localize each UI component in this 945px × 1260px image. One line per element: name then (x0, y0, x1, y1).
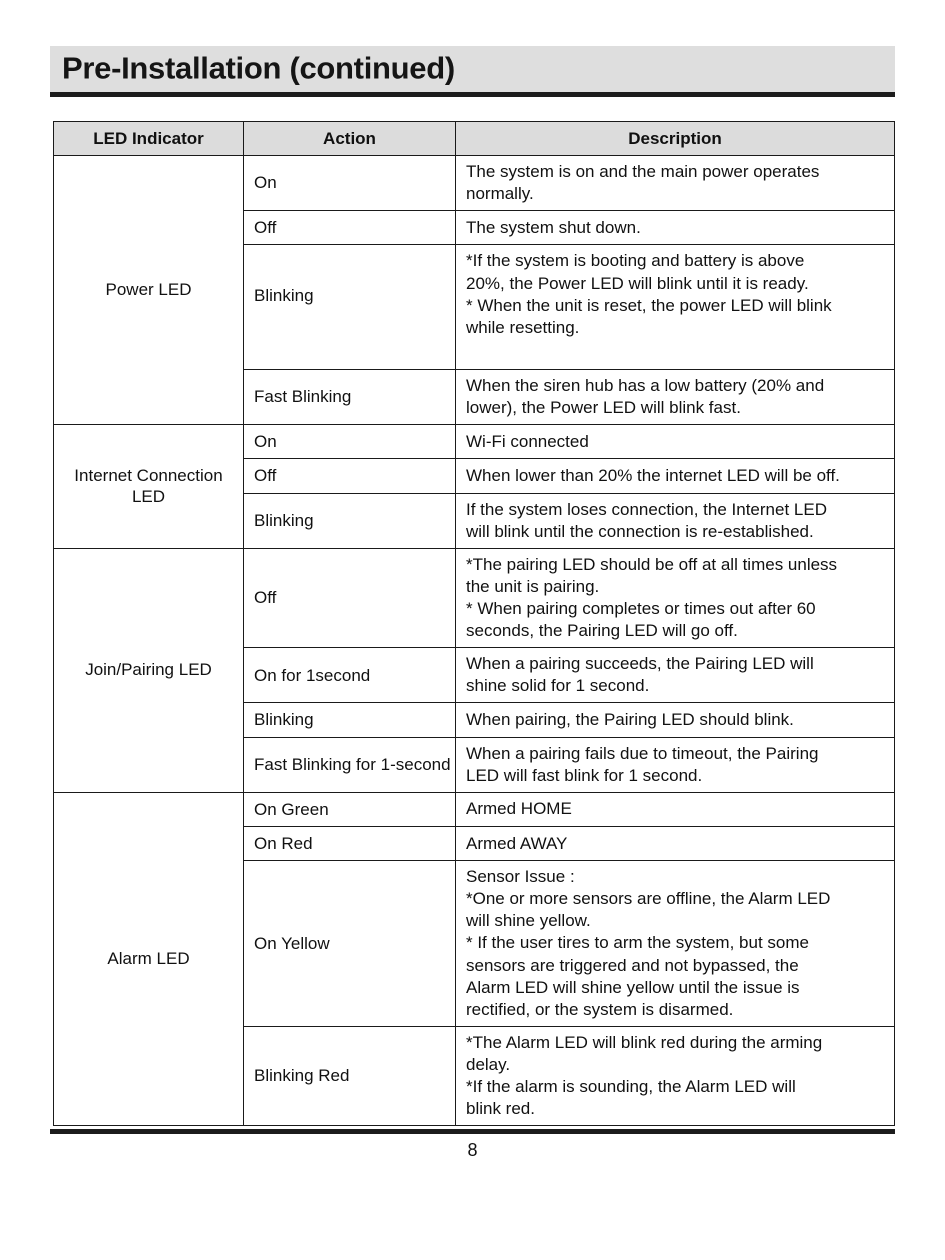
description-cell (456, 369, 895, 424)
description-line: Alarm LED will shine yellow until the issue is (466, 977, 800, 997)
action-label: On Green (244, 792, 456, 826)
action-label: Off (244, 211, 456, 245)
column-header-led-indicator: LED Indicator (54, 122, 244, 156)
description-cell (456, 493, 895, 548)
description-line: Wi-Fi connected (466, 431, 589, 451)
action-label: On for 1second (244, 648, 456, 703)
description-cell (456, 648, 895, 703)
description-line: delay. (466, 1054, 511, 1074)
description-cell (456, 211, 895, 245)
column-header-description: Description (456, 122, 895, 156)
table-row (54, 792, 895, 826)
description-line: will blink until the connection is re-established. (466, 521, 814, 541)
description-line: When a pairing succeeds, the Pairing LED will (466, 654, 814, 674)
description-line: Armed HOME (466, 799, 572, 819)
description-cell (456, 548, 895, 647)
footer-divider-rule (50, 1129, 895, 1134)
indicator-label-internet-connection-led (54, 425, 244, 549)
action-label: On (244, 425, 456, 459)
description-line: normally. (466, 184, 534, 204)
table-row (54, 156, 895, 211)
description-line: When a pairing fails due to timeout, the Pairing (466, 743, 819, 763)
action-label: Fast Blinking (244, 369, 456, 424)
action-label: Blinking (244, 703, 456, 737)
description-line: Sensor Issue : (466, 867, 575, 887)
description-line: *One or more sensors are offline, the Alarm LED (466, 889, 831, 909)
page-number: 8 (467, 1140, 478, 1160)
action-label: Off (244, 548, 456, 647)
action-label: Blinking Red (244, 1026, 456, 1125)
description-line: sensors are triggered and not bypassed, the (466, 955, 799, 975)
table-body (54, 156, 895, 1126)
page-title-banner (50, 46, 895, 92)
description-line: while resetting. (466, 317, 580, 337)
action-label-line: 1-second (380, 754, 451, 774)
description-cell (456, 425, 895, 459)
table-header-row (54, 122, 895, 156)
description-line: the unit is pairing. (466, 576, 600, 596)
page-title: Pre-Installation (continued) (62, 50, 455, 86)
description-cell (456, 826, 895, 860)
description-line: will shine yellow. (466, 911, 591, 931)
description-line: When lower than 20% the internet LED will be off. (466, 465, 840, 485)
indicator-label-power-led: Power LED (54, 156, 244, 425)
description-cell (456, 737, 895, 792)
description-cell (456, 245, 895, 369)
action-label (244, 737, 456, 792)
description-cell (456, 1026, 895, 1125)
description-line: seconds, the Pairing LED will go off. (466, 620, 738, 640)
description-line: blink red. (466, 1099, 535, 1119)
description-line: *If the alarm is sounding, the Alarm LED will (466, 1077, 796, 1097)
description-cell (456, 703, 895, 737)
action-label: Blinking (244, 245, 456, 369)
table-row (54, 425, 895, 459)
description-cell (456, 861, 895, 1027)
description-line: *The Alarm LED will blink red during the arming (466, 1032, 823, 1052)
action-label: Blinking (244, 493, 456, 548)
description-line: * If the user tires to arm the system, but some (466, 933, 809, 953)
description-line: The system shut down. (466, 217, 641, 237)
description-line: * When the unit is reset, the power LED will blink (466, 295, 832, 315)
action-label: On (244, 156, 456, 211)
indicator-label-line: LED (131, 487, 166, 507)
action-label: Off (244, 459, 456, 493)
description-line: 20%, the Power LED will blink until it is ready. (466, 273, 809, 293)
description-line: *If the system is booting and battery is above (466, 251, 805, 271)
column-header-action: Action (244, 122, 456, 156)
description-line: *The pairing LED should be off at all times unless (466, 554, 838, 574)
table-row (54, 548, 895, 647)
description-line: When pairing, the Pairing LED should blink. (466, 709, 794, 729)
description-line: lower), the Power LED will blink fast. (466, 397, 741, 417)
description-cell (456, 792, 895, 826)
indicator-label-alarm-led: Alarm LED (54, 792, 244, 1126)
description-line: LED will fast blink for 1 second. (466, 765, 703, 785)
description-cell (456, 156, 895, 211)
action-label: On Yellow (244, 861, 456, 1027)
description-line: The system is on and the main power operates (466, 162, 820, 181)
title-divider-rule (50, 92, 895, 97)
led-indicator-table (53, 121, 895, 1126)
action-label: On Red (244, 826, 456, 860)
action-label-line: Fast Blinking for (254, 754, 376, 774)
description-cell (456, 459, 895, 493)
description-line: When the siren hub has a low battery (20% and (466, 375, 825, 395)
description-line: Armed AWAY (466, 833, 568, 853)
description-line: * When pairing completes or times out after 60 (466, 598, 816, 618)
description-line: rectified, or the system is disarmed. (466, 999, 734, 1019)
indicator-label-line: Internet Connection (74, 465, 223, 485)
indicator-label-join-pairing-led: Join/Pairing LED (54, 548, 244, 792)
description-line: If the system loses connection, the Internet LED (466, 499, 827, 519)
description-line: shine solid for 1 second. (466, 676, 650, 696)
